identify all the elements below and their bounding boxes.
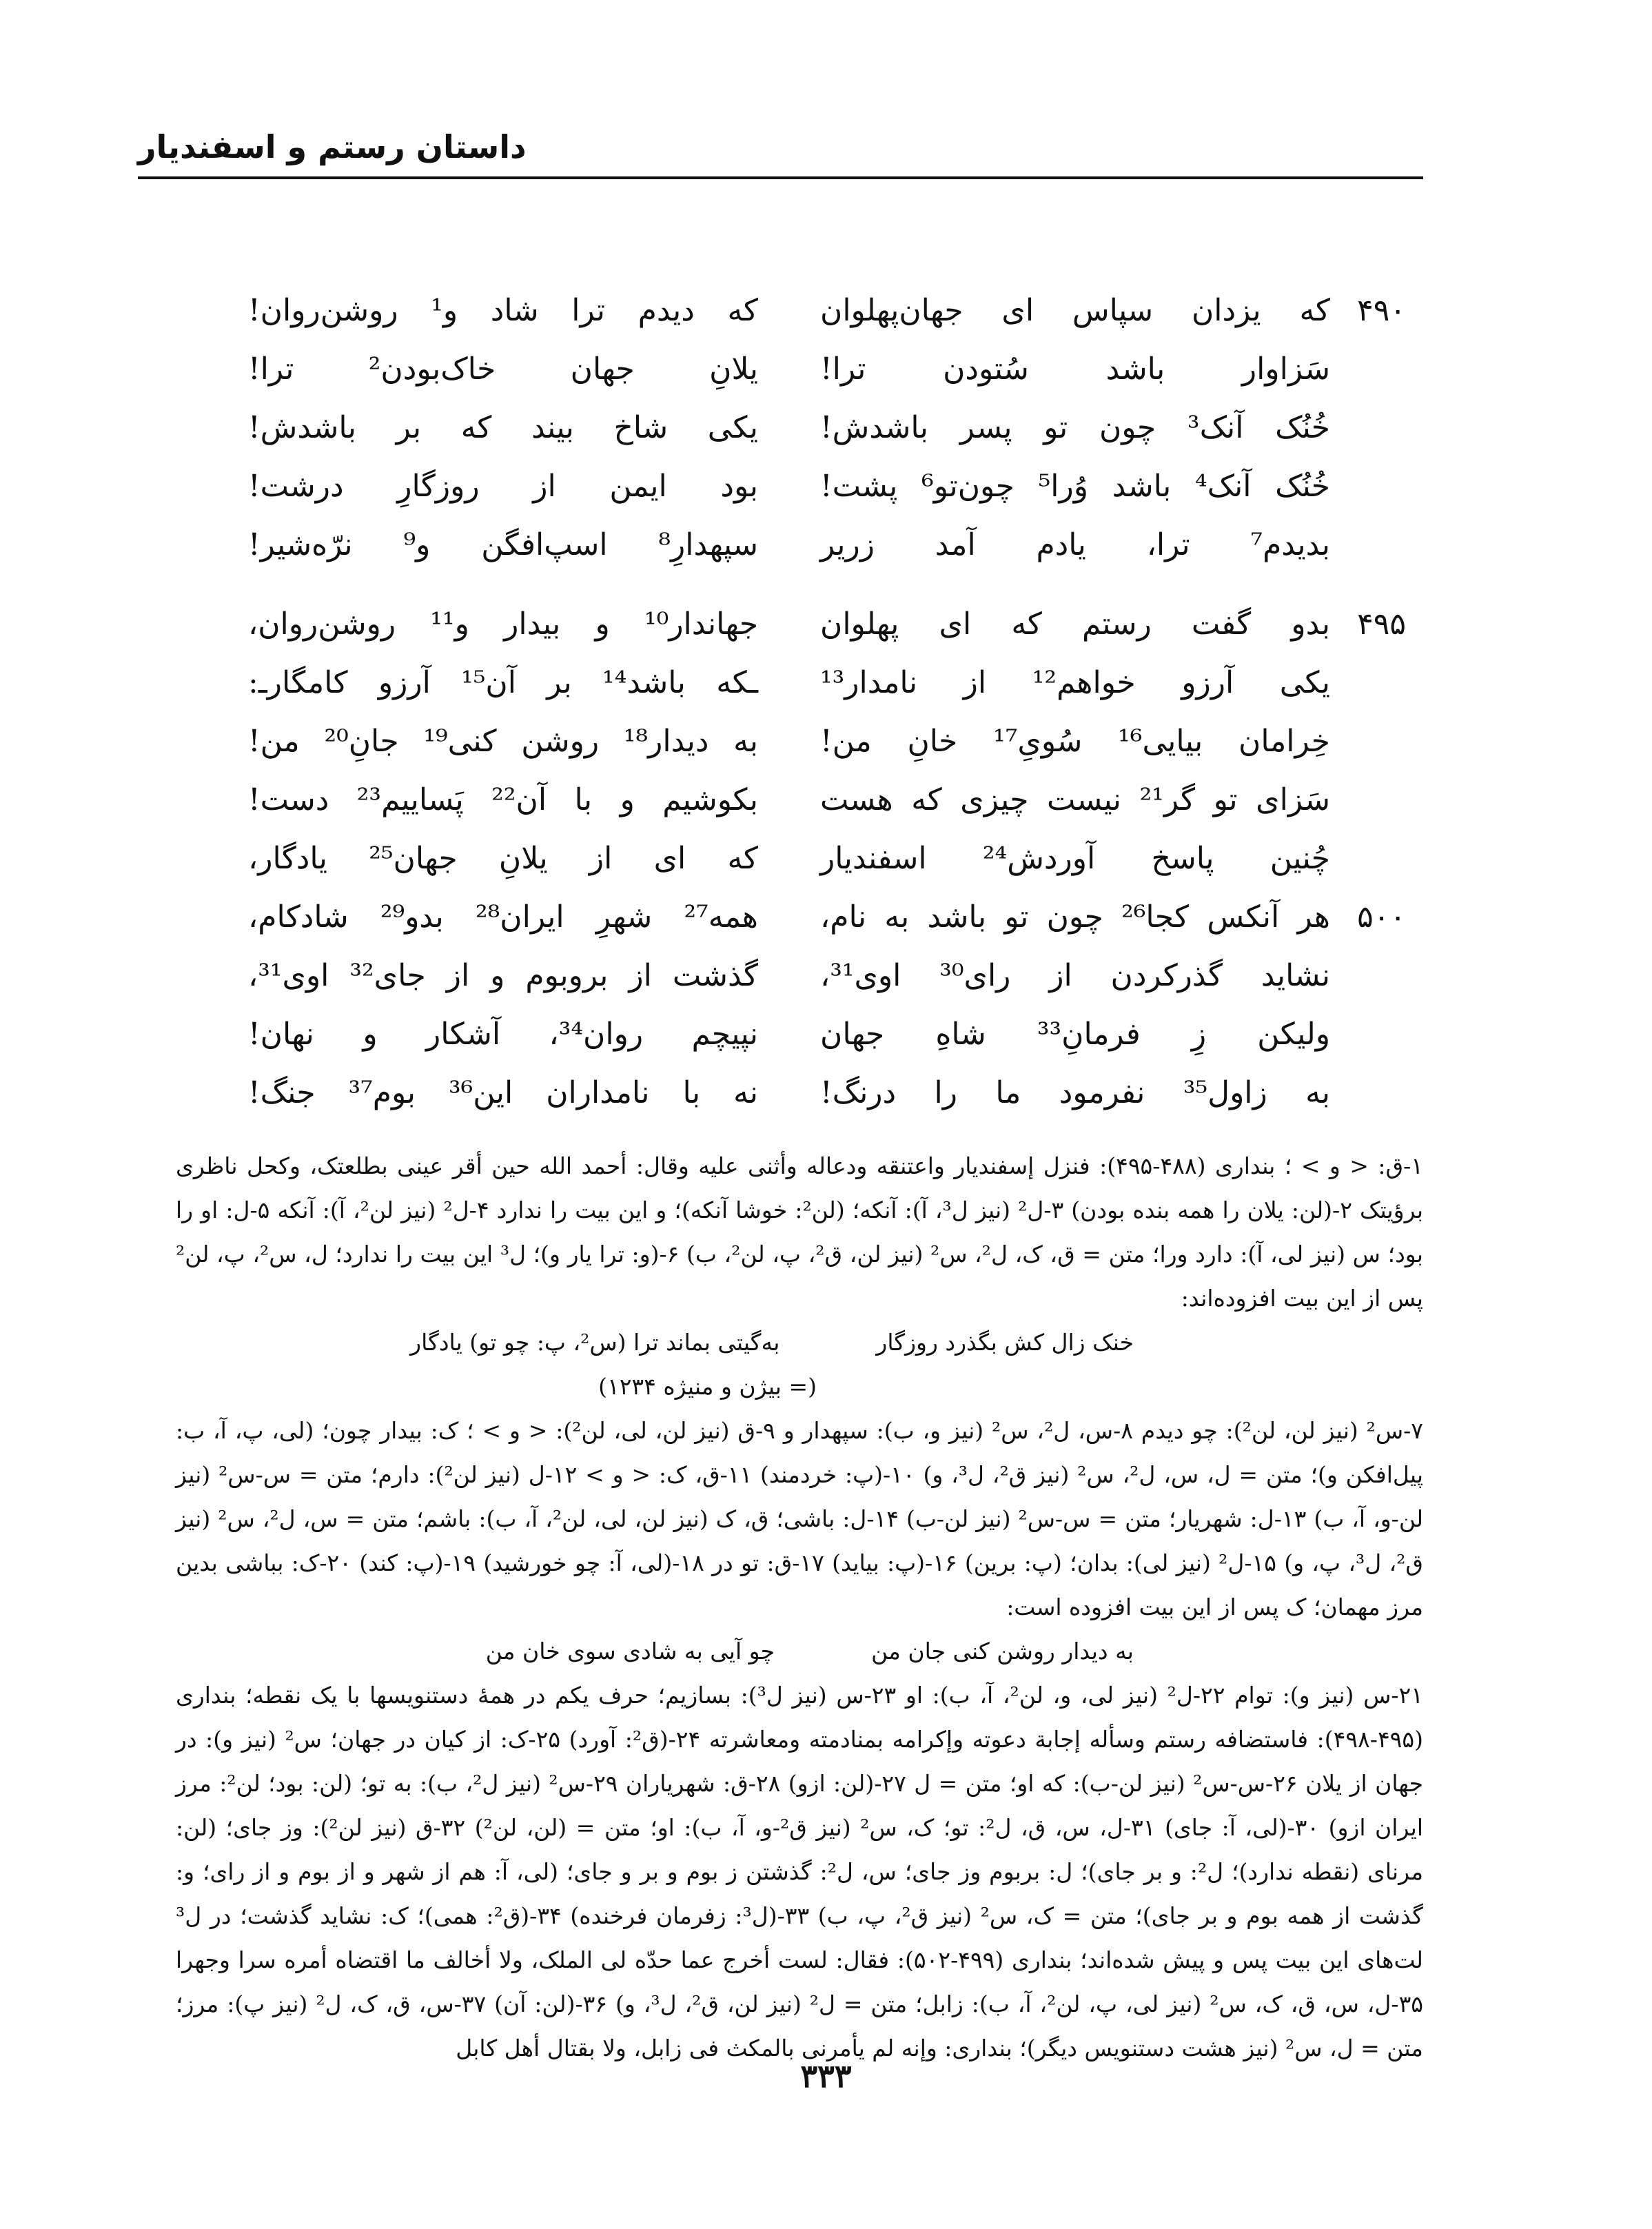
second-hemistich: بود ایمن از روزگارِ درشت!: [248, 469, 758, 504]
couplet: [221, 1075, 1406, 1134]
second-hemistich: ـکه باشد¹⁴ بر آن¹⁵ آرزو کامگارـ:: [248, 665, 758, 700]
first-hemistich: نشاید گذرکردن از رای³⁰ اوی³¹،: [820, 958, 1330, 993]
inset-verse-first-hemistich: به دیدار روشن کنی جان من: [871, 1638, 1134, 1665]
second-hemistich: که دیدم ترا شاد و¹ روشن‌روان!: [248, 293, 758, 328]
inset-verse-first-hemistich: خنک زال کش بگذرد روزگار: [876, 1329, 1134, 1356]
second-hemistich: جهاندار¹⁰ و بیدار و¹¹ روشن‌روان،: [248, 607, 759, 642]
couplet: [221, 607, 1406, 665]
second-hemistich: که ای از یلانِ جهان²⁵ یادگار،: [248, 841, 758, 876]
first-hemistich: سَزای تو گر²¹ نیست چیزی که هست: [820, 782, 1330, 817]
couplet: [221, 527, 1406, 586]
couplet: [221, 293, 1406, 352]
inset-verse-reference: (= بیژن و منیژه ۱۲۳۴): [598, 1373, 817, 1400]
second-hemistich: به دیدار¹⁸ روشن کنی¹⁹ جانِ²⁰ من!: [248, 724, 759, 759]
couplet: [221, 469, 1406, 527]
couplet: [221, 352, 1406, 410]
poem-verses: [221, 293, 1406, 1134]
first-hemistich: به زاول³⁵ نفرمود ما را درنگ!: [820, 1075, 1331, 1110]
first-hemistich: بدو گفت رستم که ای پهلوان: [820, 607, 1330, 642]
first-hemistich: سَزاوار باشد سُتودن ترا!: [820, 352, 1330, 387]
first-hemistich: خُنُک آنک³ چون تو پسر باشدش!: [820, 410, 1330, 445]
first-hemistich: چُنین پاسخ آوردش²⁴ اسفندیار: [820, 841, 1330, 876]
second-hemistich: یکی شاخ بیند که بر باشدش!: [248, 410, 758, 445]
first-hemistich: هر آنکس کجا²⁶ چون تو باشد به نام،: [820, 899, 1331, 935]
couplet: [221, 958, 1406, 1017]
second-hemistich: گذشت از بروبوم و از جای³² اوی³¹،: [248, 958, 758, 993]
couplet: [221, 841, 1406, 899]
couplet: [221, 724, 1406, 782]
footnotes: [176, 1144, 1423, 2070]
second-hemistich: بکوشیم و با آن²² پَساییم²³ دست!: [248, 782, 758, 817]
footnote-paragraph: ۷-س² (نیز لن، لن²): چو دیدم ۸-س، ل²، س² (نیز و، ب): سپهدار و ۹-ق (نیز لن، لی، لن²): < و > ؛ ک: بیدار چون؛ (لی، پ، آ، ب: پیل‌افکن و)؛ متن = ل، س، ل²، س² (نیز ق²، ل³، و) ۱۰-(پ: خردمند) ۱۱-ق، ک: < و > ۱۲-ل (نیز لن²): دارم؛ متن = س-س² (نیز لن-و، آ، ب) ۱۳-ل: شهریار؛ متن = س-س² (نیز لن-ب) ۱۴-ل: باشی؛ ق، ک (نیز لن، لی، لن²، آ، ب): باشم؛ متن = س، ل²، س² (نیز ق²، ل³، پ، و) ۱۵-ل² (نیز لی): بدان؛ (پ: برین) ۱۶-(پ: بیاید) ۱۷-ق: تو در ۱۸-(لی، آ: چو خورشید) ۱۹-(پ: کند) ۲۰-ک: بباشی بدین مرز مهمان؛ ک پس از این بیت افزوده است:: [176, 1417, 1424, 1620]
footnote-paragraph: ۲۱-س (نیز و): توام ۲۲-ل² (نیز لی، و، لن²، آ، ب): او ۲۳-س (نیز ل³): بسازیم؛ حرف یکم در همهٔ دستنویسها با یک نقطه؛ بنداری (۴۹۵-۴۹۸): فاستضافه رستم وسأله إجابة دعوته وإکرامه بمنادمته ومعاشرته ۲۴-(ق²: آورد) ۲۵-ک: از کیان در جهان؛ س² (نیز و): در جهان از یلان ۲۶-س-س² (نیز لن-ب): که او؛ متن = ل ۲۷-(لن: ازو) ۲۸-ق: شهریاران ۲۹-س² (نیز ل²، ب): به تو؛ (لن: بود؛ لن²: مرز ایران ازو) ۳۰-(لی، آ: جای) ۳۱-ل، س، ق، ل²: تو؛ ک، س² (نیز ق²-و، آ، ب): او؛ متن = (لن، لن²) ۳۲-ق (نیز لن²): وز جای؛ (لن: مرنای (نقطه ندارد)؛ ل²: و بر جای)؛ ل: بربوم وز جای؛ س، ل²: گذشتن ز بوم و بر و جای؛ (لی، آ: هم از شهر و از بوم و از رای؛ و: گذشت از همه بوم و بر جای)؛ متن = ک، س² (نیز ق²، پ، ب) ۳۳-(ل³: زفرمان فرخنده) ۳۴-(ق²: همی)؛ ک: نشاید گذشت؛ در ل³ لت‌های این بیت پس و پیش شده‌اند؛ بنداری (۴۹۹-۵۰۲): فقال: لست أخرج عما حدّه لی الملک، ولا أخالف ما اقتضاه أمره سرا وجهرا ۳۵-ل، س، ق، ک، س² (نیز لی، پ، لن²، آ، ب): زابل؛ متن = ل² (نیز لن، ق²، ل³، و) ۳۶-(لن: آن) ۳۷-س، ق، ک، ل² (نیز پ): مرز؛ متن = ل، س² (نیز هشت دستنویس دیگر)؛ بنداری: وإنه لم یأمرنی بالمکث فی زابل، ولا بقتال أهل کابل: [176, 1682, 1424, 2062]
couplet: [221, 782, 1406, 841]
footnote-inset-verse: [176, 1321, 1423, 1365]
inset-verse-second-hemistich: چو آیی به شادی سوی خان من: [485, 1638, 775, 1665]
first-hemistich: خُنُک آنک⁴ باشد وُرا⁵ چون‌تو⁶ پشت!: [820, 469, 1330, 504]
running-header-title: داستان رستم و اسفندیار: [138, 128, 527, 165]
first-hemistich: ولیکن زِ فرمانِ³³ شاهِ جهان: [820, 1017, 1331, 1052]
couplet: [221, 899, 1406, 958]
first-hemistich: یکی آرزو خواهم¹² از نامدار¹³: [820, 665, 1330, 700]
verse-number: ۴۹۵: [1357, 607, 1406, 642]
page-number: ۳۳۳: [800, 2057, 852, 2095]
second-hemistich: نپیچم روان³⁴، آشکار و نهان!: [248, 1017, 758, 1052]
second-hemistich: یلانِ جهان خاک‌بودن² ترا!: [248, 352, 758, 387]
first-hemistich: بدیدم⁷ ترا، یادم آمد زریر: [820, 527, 1330, 562]
footnote-inset-verse: [176, 1629, 1423, 1673]
footnote-paragraph: ۱-ق: < و > ؛ بنداری (۴۸۸-۴۹۵): فنزل إسفندیار واعتنقه ودعاله وأثنی علیه وقال: أحمد الله حین أقر عینی بطلعتک، وکحل ناظری برؤیتک ۲-(لن: یلان را همه بنده بودن) ۳-ل² (نیز ل³، آ): آنکه؛ (لن²: خوشا آنکه)؛ و این بیت را ندارد ۴-ل² (نیز لن²، آ): آنکه ۵-ل: او را بود؛ س (نیز لی، آ): دارد ورا؛ متن = ق، ک، ل²، س² (نیز لن، ق²، پ، لن²، ب) ۶-(و: ترا یار و)؛ ل³ این بیت را ندارد؛ ل، س²، پ، لن² پس از این بیت افزوده‌اند:: [176, 1152, 1424, 1312]
second-hemistich: همه²⁷ شهرِ ایران²⁸ بدو²⁹ شادکام،: [248, 899, 758, 935]
header-rule: [138, 176, 1423, 179]
inset-verse-second-hemistich: به‌گیتی بماند ترا (س²، پ: چو تو) یادگار: [410, 1329, 780, 1356]
first-hemistich: خِرامان بیایی¹⁶ سُویِ¹⁷ خانِ من!: [820, 724, 1330, 759]
couplet: [221, 1017, 1406, 1075]
second-hemistich: سپهدارِ⁸ اسپ‌افگن و⁹ نرّه‌شیر!: [248, 527, 758, 562]
first-hemistich: که یزدان سپاس ای جهان‌پهلوان: [820, 293, 1330, 328]
second-hemistich: نه با نامداران این³⁶ بوم³⁷ جنگ!: [248, 1075, 758, 1110]
verse-number: ۵۰۰: [1357, 899, 1406, 935]
verse-number: ۴۹۰: [1357, 293, 1406, 328]
couplet: [221, 410, 1406, 469]
couplet: [221, 665, 1406, 724]
